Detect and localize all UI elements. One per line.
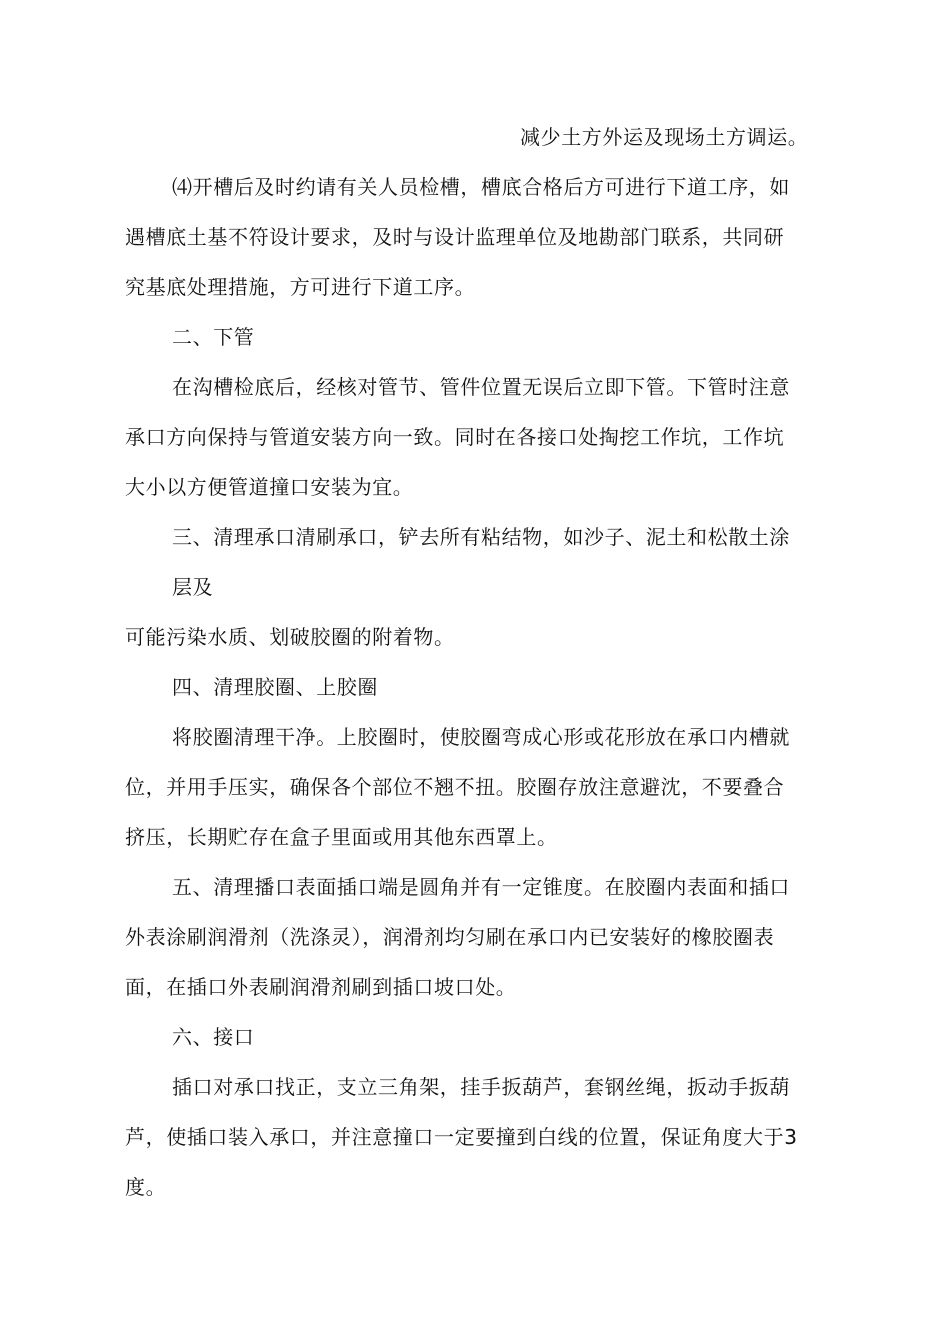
paragraph-line-14: 面，在插口外表刷润滑剂刷到插口坡口处。	[125, 975, 517, 999]
paragraph-line-6: 承口方向保持与管道安装方向一致。同时在各接口处掏挖工作坑，工作坑	[125, 425, 785, 449]
paragraph-line-8: 层及	[172, 575, 214, 599]
paragraph-line-15: 插口对承口找正，支立三角架，挂手扳葫芦，套钢丝绳，扳动手扳葫	[172, 1075, 790, 1099]
section-heading-qingli-jiaoquan: 四、清理胶圈、上胶圈	[172, 675, 378, 699]
paragraph-line-7: 大小以方便管道撞口安装为宜。	[125, 475, 414, 499]
section-heading-qingli-chengkou: 三、清理承口清刷承口，铲去所有粘结物，如沙子、泥土和松散土涂	[172, 525, 790, 549]
section-heading-xiaguan: 二、下管	[172, 325, 255, 349]
paragraph-line-2: ⑷开槽后及时约请有关人员检槽，槽底合格后方可进行下道工序，如	[172, 175, 790, 199]
paragraph-line-10: 将胶圈清理干净。上胶圈时，使胶圈弯成心形或花形放在承口内槽就	[172, 725, 790, 749]
section-heading-jiekou: 六、接口	[172, 1025, 255, 1049]
paragraph-line-11: 位，并用手压实，确保各个部位不翘不扭。胶圈存放注意避沈，不要叠合	[125, 775, 785, 799]
paragraph-line-5: 在沟槽检底后，经核对管节、管件位置无误后立即下管。下管时注意	[172, 375, 790, 399]
paragraph-line-16: 芦，使插口装入承口，并注意撞口一定要撞到白线的位置，保证角度大于3	[125, 1125, 798, 1149]
paragraph-line-3: 遇槽底土基不符设计要求，及时与设计监理单位及地勘部门联系，共同研	[125, 225, 785, 249]
paragraph-line-12: 挤压，长期贮存在盒子里面或用其他东西罩上。	[125, 825, 558, 849]
section-heading-qingli-bokou: 五、清理播口表面插口端是圆角并有一定锥度。在胶圈内表面和插口	[172, 875, 790, 899]
paragraph-line-17: 度。	[125, 1175, 167, 1199]
paragraph-line-9: 可能污染水质、划破胶圈的附着物。	[125, 625, 455, 649]
paragraph-line-1: 减少土方外运及现场土方调运。	[520, 125, 809, 149]
paragraph-line-13: 外表涂刷润滑剂（洗涤灵），润滑剂均匀刷在承口内已安装好的橡胶圈表	[125, 925, 775, 949]
paragraph-line-4: 究基底处理措施，方可进行下道工序。	[125, 275, 476, 299]
